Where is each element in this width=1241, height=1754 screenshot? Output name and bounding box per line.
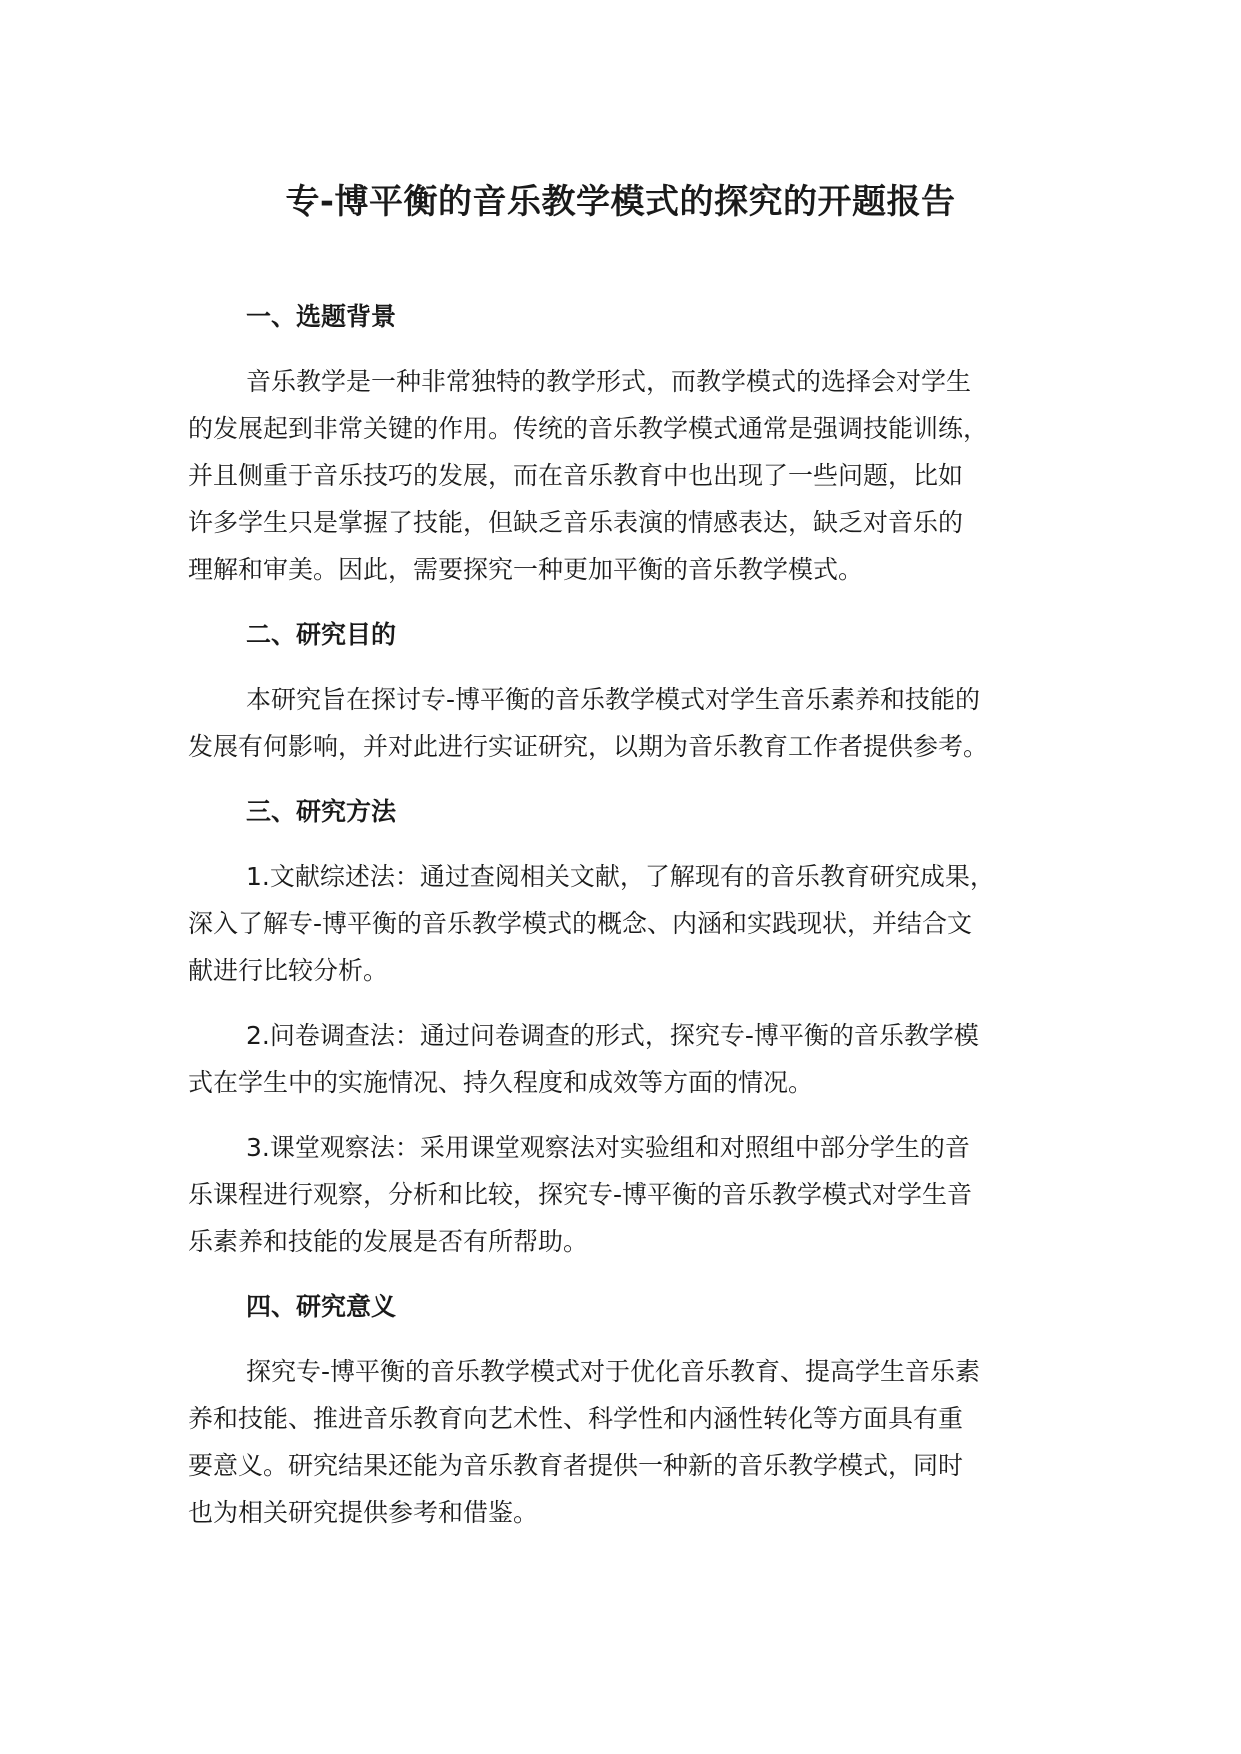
paragraph	[188, 1124, 1082, 1265]
section-significance	[188, 1283, 1082, 1536]
section-heading: 三、研究方法	[246, 797, 397, 826]
text-line: 乐课程进行观察，分析和比较，探究专-博平衡的音乐教学模式对学生音	[188, 1180, 973, 1209]
text-line: 深入了解专-博平衡的音乐教学模式的概念、内涵和实践现状，并结合文	[188, 909, 973, 938]
paragraph	[188, 1348, 1082, 1536]
section-heading: 二、研究目的	[246, 620, 397, 649]
text-line: 式在学生中的实施情况、持久程度和成效等方面的情况。	[188, 1068, 814, 1097]
text-line: 3.课堂观察法：采用课堂观察法对实验组和对照组中部分学生的音	[246, 1133, 970, 1162]
text-line: 发展有何影响，并对此进行实证研究，以期为音乐教育工作者提供参考。	[188, 732, 989, 761]
text-line: 要意义。研究结果还能为音乐教育者提供一种新的音乐教学模式，同时	[188, 1451, 964, 1480]
section-heading: 一、选题背景	[246, 302, 397, 331]
text-line: 献进行比较分析。	[188, 956, 389, 985]
paragraph	[188, 853, 1082, 994]
paragraph	[188, 1012, 1082, 1106]
paragraph	[188, 676, 1082, 770]
document-body	[188, 293, 1082, 1554]
text-line: 1.文献综述法：通过查阅相关文献，了解现有的音乐教育研究成果，	[246, 862, 995, 891]
section-background	[188, 293, 1082, 593]
text-line: 养和技能、推进音乐教育向艺术性、科学性和内涵性转化等方面具有重	[188, 1404, 964, 1433]
text-line: 理解和审美。因此，需要探究一种更加平衡的音乐教学模式。	[188, 555, 864, 584]
text-line: 并且侧重于音乐技巧的发展，而在音乐教育中也出现了一些问题，比如	[188, 461, 964, 490]
text-line: 许多学生只是掌握了技能，但缺乏音乐表演的情感表达，缺乏对音乐的	[188, 508, 964, 537]
text-line: 本研究旨在探讨专-博平衡的音乐教学模式对学生音乐素养和技能的	[246, 685, 981, 714]
text-line: 音乐教学是一种非常独特的教学形式，而教学模式的选择会对学生	[246, 367, 972, 396]
text-line: 2.问卷调查法：通过问卷调查的形式，探究专-博平衡的音乐教学模	[246, 1021, 979, 1050]
section-methods	[188, 788, 1082, 1265]
text-line: 也为相关研究提供参考和借鉴。	[188, 1498, 539, 1527]
text-line: 乐素养和技能的发展是否有所帮助。	[188, 1227, 589, 1256]
paragraph	[188, 358, 1082, 593]
text-line: 探究专-博平衡的音乐教学模式对于优化音乐教育、提高学生音乐素	[246, 1357, 981, 1386]
document-title: 专-博平衡的音乐教学模式的探究的开题报告	[285, 182, 956, 222]
section-heading: 四、研究意义	[246, 1292, 397, 1321]
section-purpose	[188, 611, 1082, 770]
text-line: 的发展起到非常关键的作用。传统的音乐教学模式通常是强调技能训练，	[188, 414, 989, 443]
